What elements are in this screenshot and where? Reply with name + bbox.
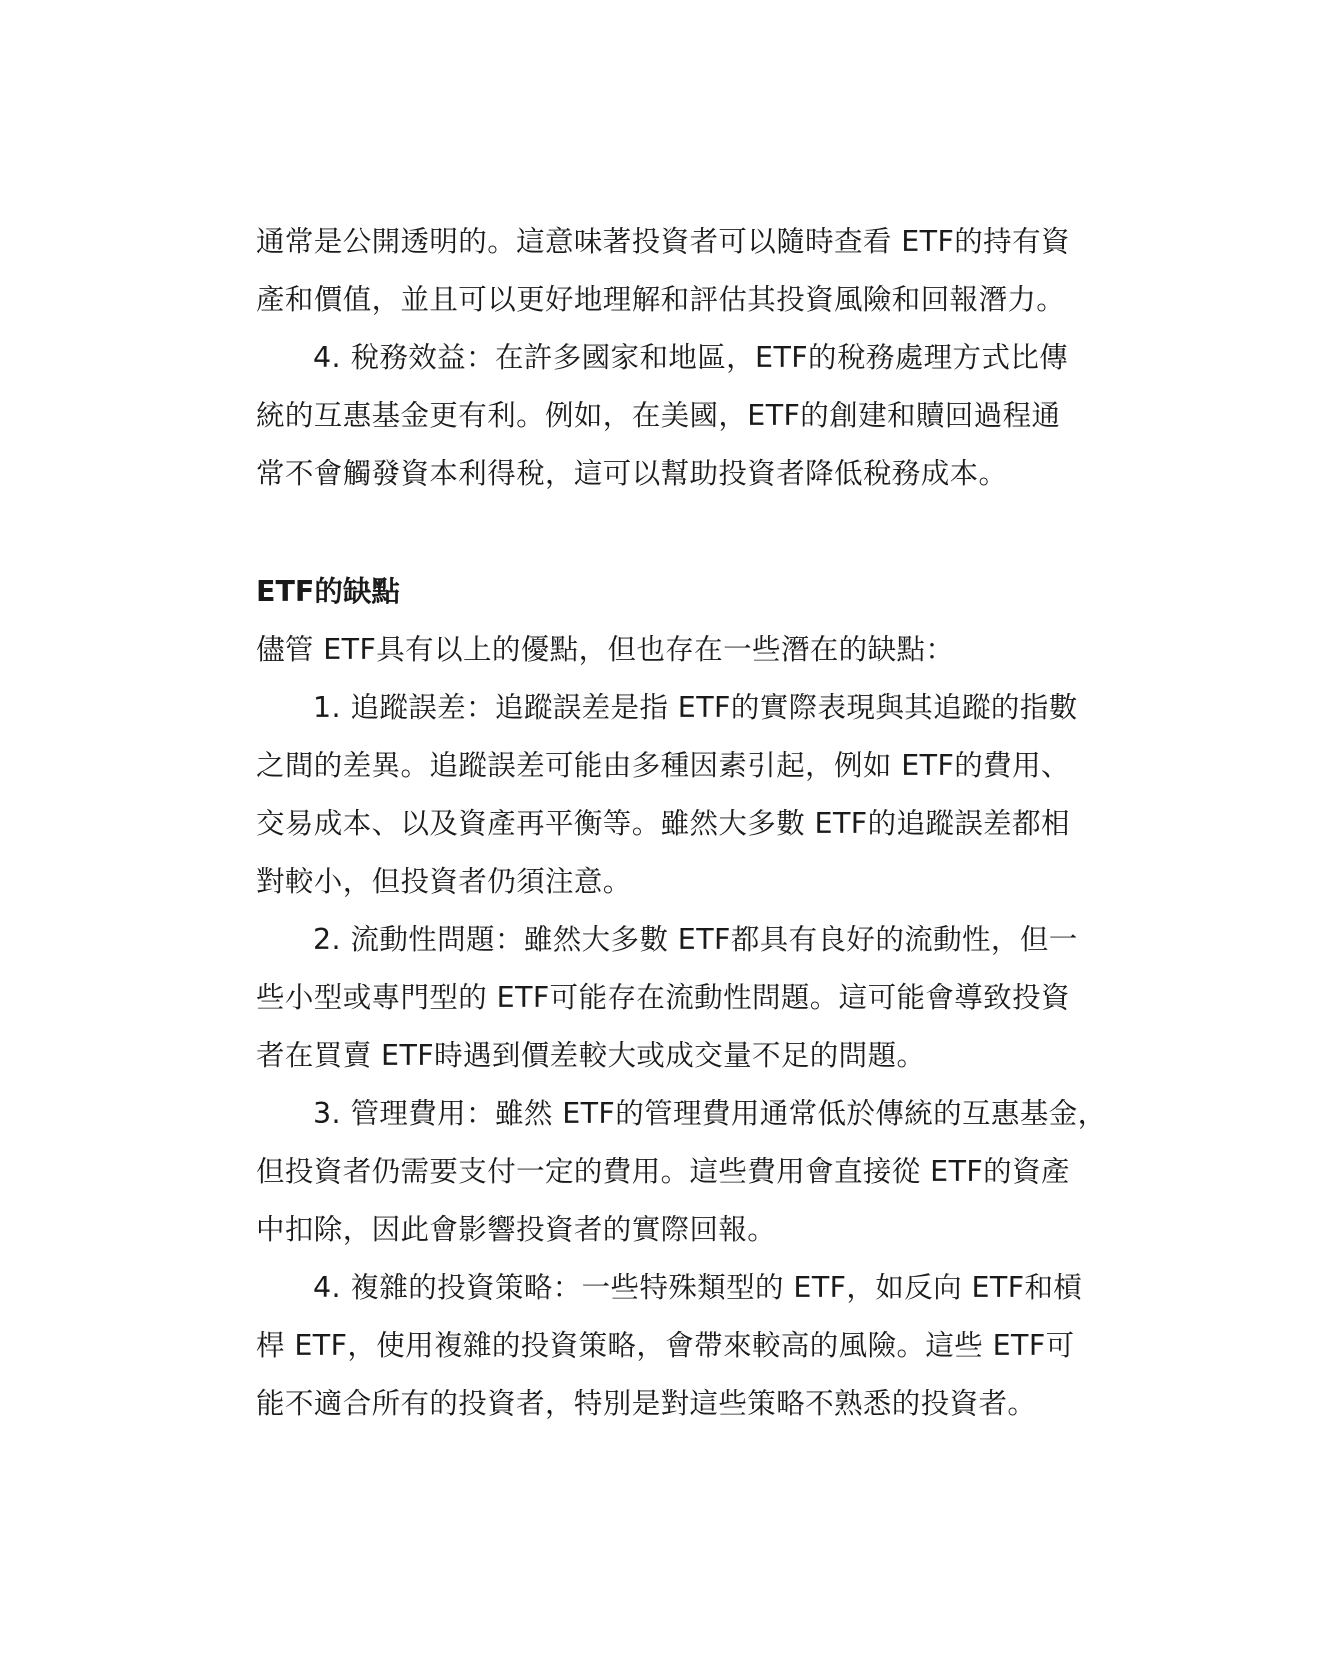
paragraph-line: 者在買賣 ETF時遇到價差較大或成交量不足的問題。	[256, 1039, 926, 1072]
paragraph-line: 通常是公開透明的。這意味著投資者可以隨時查看 ETF的持有資	[256, 225, 1070, 258]
list-item-management-fee: 3. 管理費用：雖然 ETF的管理費用通常低於傳統的互惠基金，	[313, 1097, 1107, 1130]
paragraph-line: 交易成本、以及資產再平衡等。雖然大多數 ETF的追蹤誤差都相	[256, 807, 1070, 840]
paragraph-line: 能不適合所有的投資者，特別是對這些策略不熟悉的投資者。	[256, 1387, 1037, 1420]
paragraph-line: 但投資者仍需要支付一定的費用。這些費用會直接從 ETF的資產	[256, 1155, 1070, 1188]
list-item-tracking-error: 1. 追蹤誤差：追蹤誤差是指 ETF的實際表現與其追蹤的指數	[313, 691, 1078, 724]
list-item-liquidity: 2. 流動性問題：雖然大多數 ETF都具有良好的流動性，但一	[313, 923, 1078, 956]
section-heading: ETF的缺點	[256, 575, 400, 608]
paragraph-line: 對較小，但投資者仍須注意。	[256, 865, 632, 898]
paragraph-line: 桿 ETF，使用複雜的投資策略，會帶來較高的風險。這些 ETF可	[256, 1329, 1075, 1362]
paragraph-line: 些小型或專門型的 ETF可能存在流動性問題。這可能會導致投資	[256, 981, 1070, 1014]
paragraph-line: 中扣除，因此會影響投資者的實際回報。	[256, 1213, 777, 1246]
list-item-complex-strategy: 4. 複雜的投資策略：一些特殊類型的 ETF，如反向 ETF和槓	[313, 1271, 1083, 1304]
paragraph-line: 統的互惠基金更有利。例如，在美國，ETF的創建和贖回過程通	[256, 399, 1061, 432]
section-intro: 儘管 ETF具有以上的優點，但也存在一些潛在的缺點：	[256, 633, 955, 666]
paragraph-line: 常不會觸發資本利得稅，這可以幫助投資者降低稅務成本。	[256, 457, 1008, 490]
list-item-tax-benefit: 4. 稅務效益：在許多國家和地區，ETF的稅務處理方式比傳	[313, 341, 1069, 374]
paragraph-line: 之間的差異。追蹤誤差可能由多種因素引起，例如 ETF的費用、	[256, 749, 1070, 782]
paragraph-line: 產和價值，並且可以更好地理解和評估其投資風險和回報潛力。	[256, 283, 1066, 316]
